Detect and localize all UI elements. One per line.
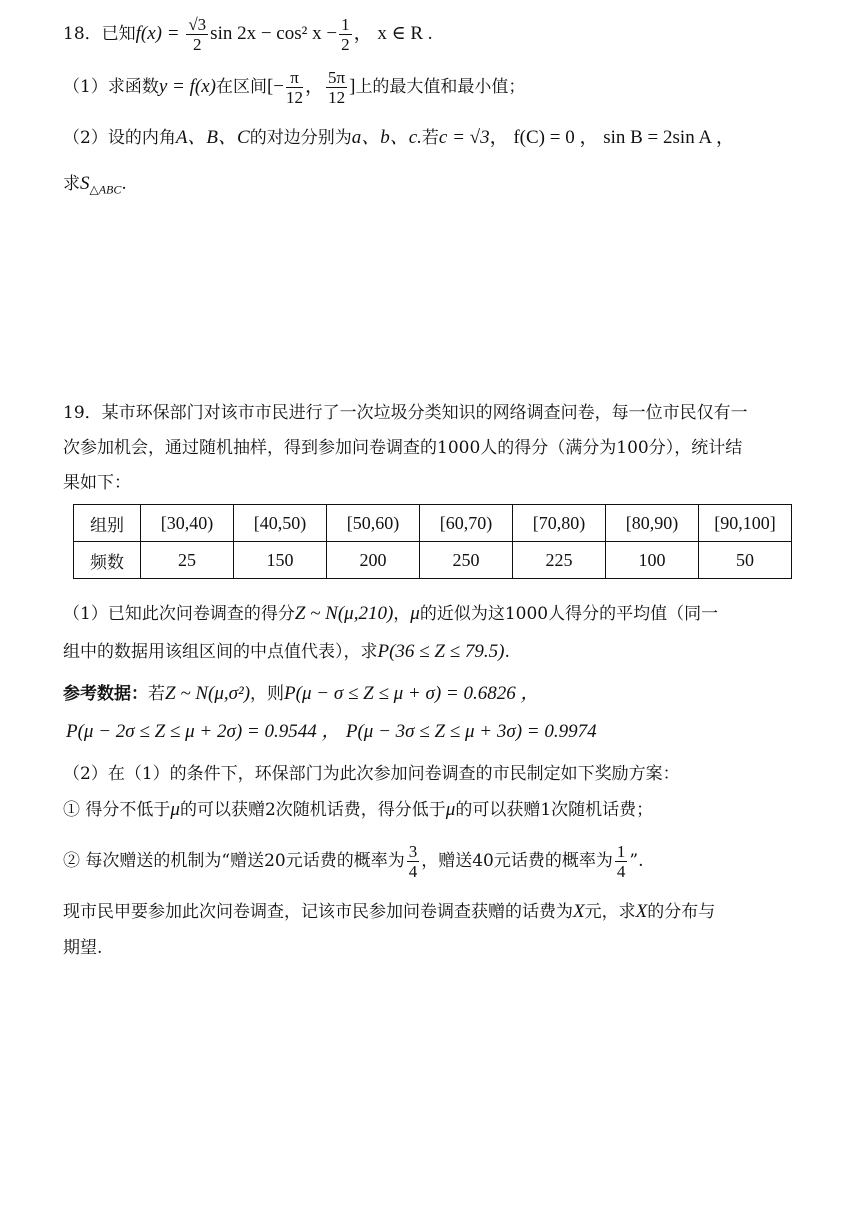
row-label-freq: 频数 — [74, 542, 141, 579]
part2-if: 若 — [421, 128, 439, 148]
angles: A、B、C — [175, 127, 250, 148]
group-cell: [50,60) — [327, 505, 420, 542]
probability-expression: P(36 ≤ Z ≤ 79.5) — [377, 641, 505, 662]
fraction-one-half — [339, 15, 352, 54]
fraction-sqrt3-over-2 — [186, 15, 208, 54]
interval-open: [− — [266, 76, 284, 97]
condition-c: c = √3 — [438, 127, 490, 148]
q19-intro-line1: 19．某市环保部门对该市市民进行了一次垃圾分类知识的网络调查问卷，每一位市民仅有一 — [63, 403, 748, 423]
ref-if: 若 — [148, 684, 165, 704]
freq-cell: 200 — [327, 542, 420, 579]
table-row-freqs — [74, 542, 792, 579]
reference-data-line2 — [66, 720, 597, 744]
fraction-1-over-4 — [615, 842, 628, 881]
group-cell: [70,80) — [513, 505, 606, 542]
fraction-numerator: √3 — [188, 15, 207, 34]
function-y: y = f(x) — [158, 76, 216, 97]
q19-intro-line3: 果如下： — [63, 473, 131, 493]
fraction-denominator: 2 — [193, 35, 202, 54]
part2-label: （2）设的内角 — [63, 128, 176, 148]
fraction-denominator: 12 — [286, 88, 303, 107]
q19-part1-line1 — [63, 602, 718, 626]
q19-part1-line2 — [63, 640, 510, 664]
q19-final-line2: 期望. — [63, 938, 103, 958]
group-cell: [90,100] — [699, 505, 792, 542]
freq-cell: 225 — [513, 542, 606, 579]
freq-cell: 250 — [420, 542, 513, 579]
distribution: Z ~ N(μ,210) — [294, 603, 394, 624]
row-label-group: 组别 — [74, 505, 141, 542]
rule-2 — [63, 838, 643, 884]
fraction-5pi-over-12 — [326, 68, 347, 107]
f-lhs: f(x) = — [135, 23, 185, 44]
sides: a、b、c. — [351, 127, 422, 148]
frequency-table — [73, 504, 792, 579]
fraction-pi-over-12 — [286, 68, 303, 107]
fraction-denominator: 2 — [341, 35, 350, 54]
rule-1 — [63, 798, 653, 822]
table-row-groups — [74, 505, 792, 542]
x-symbol: X — [573, 901, 585, 922]
ref-then: ，则 — [250, 684, 285, 704]
rule1-text: ① 得分不低于 — [63, 800, 171, 820]
q19-intro-line2: 次参加机会，通过随机抽样，得到参加问卷调查的1000人的得分（满分为100分），统计结 — [63, 438, 743, 458]
ref-prob-3: P(μ − 3σ ≤ Z ≤ μ + 3σ) = 0.9974 — [345, 721, 597, 742]
area-subscript: △ABC — [89, 182, 122, 197]
x-symbol: X — [635, 901, 648, 922]
trig-expression: sin 2x − cos² x − — [210, 23, 338, 44]
fraction-denominator: 4 — [408, 862, 418, 881]
final-text: 现市民甲要参加此次问卷调查，记该市民参加问卷调查获赠的话费为 — [63, 902, 573, 922]
fraction-numerator: π — [286, 68, 303, 88]
fraction-denominator: 12 — [328, 88, 346, 107]
part1-text: （1）已知此次问卷调查的得分 — [63, 604, 295, 624]
part2-text: 的对边分别为 — [249, 128, 352, 148]
fraction-numerator: 3 — [408, 842, 418, 861]
q18-part2 — [63, 126, 735, 150]
part1-label: （1）求函数 — [63, 77, 159, 97]
group-cell: [60,70) — [420, 505, 513, 542]
fraction-3-over-4 — [407, 842, 420, 881]
final-text-2: 元，求 — [584, 902, 636, 922]
fraction-numerator: 5π — [328, 68, 346, 87]
mu-symbol: μ — [410, 603, 420, 624]
q18-number: 18．已知 — [63, 24, 136, 44]
ref-prob-1: P(μ − σ ≤ Z ≤ μ + σ) = 0.6826 ， — [284, 683, 540, 704]
freq-cell: 100 — [606, 542, 699, 579]
freq-cell: 150 — [234, 542, 327, 579]
condition-rest: ， f(C) = 0 ， sin B = 2sin A ， — [489, 127, 735, 148]
part1-text-3: 组中的数据用该组区间的中点值代表），求 — [63, 642, 378, 662]
q19-part2: （2）在（1）的条件下，环保部门为此次参加问卷调查的市民制定如下奖励方案： — [63, 764, 680, 784]
part1-suffix: 上的最大值和最小值； — [355, 77, 526, 97]
rule1-text-3: 的可以获赠1次随机话费； — [455, 800, 654, 820]
part1-text: 在区间 — [215, 77, 267, 97]
ref-prob-2: P(μ − 2σ ≤ Z ≤ μ + 2σ) = 0.9544 ， — [66, 721, 341, 742]
rule1-text-2: 的可以获赠2次随机话费，得分低于 — [179, 800, 446, 820]
ask-text: 求 — [63, 174, 80, 194]
reference-label: 参考数据： — [63, 684, 148, 704]
area-symbol: S — [80, 173, 90, 194]
group-cell: [80,90) — [606, 505, 699, 542]
rule2-text: ② 每次赠送的机制为“赠送20元话费的概率为 — [63, 851, 405, 871]
interval-comma: ， — [305, 76, 325, 97]
q18-statement — [63, 14, 433, 54]
mu-symbol: μ — [170, 799, 180, 820]
q18-part1 — [63, 67, 525, 107]
rule2-end: ”. — [629, 851, 644, 871]
fraction-denominator: 4 — [616, 862, 626, 881]
comma: ， — [393, 604, 411, 624]
q18-ask — [63, 172, 127, 201]
q19-final-line1 — [63, 900, 715, 924]
interval-close: ] — [349, 76, 356, 97]
part1-text-2: 的近似为这1000人得分的平均值（同一 — [419, 604, 719, 624]
domain-expression: ， x ∈ R . — [353, 23, 433, 44]
fraction-numerator: 1 — [341, 15, 350, 34]
period: . — [504, 642, 510, 662]
final-text-3: 的分布与 — [647, 902, 716, 922]
rule2-text-2: ，赠送40元话费的概率为 — [421, 851, 613, 871]
group-cell: [40,50) — [234, 505, 327, 542]
fraction-numerator: 1 — [616, 842, 626, 861]
group-cell: [30,40) — [141, 505, 234, 542]
mu-symbol: μ — [445, 799, 456, 820]
ref-distribution: Z ~ N(μ,σ²) — [165, 683, 251, 704]
freq-cell: 25 — [141, 542, 234, 579]
ask-end: . — [121, 174, 127, 194]
reference-data-line1 — [63, 682, 540, 706]
freq-cell: 50 — [699, 542, 792, 579]
